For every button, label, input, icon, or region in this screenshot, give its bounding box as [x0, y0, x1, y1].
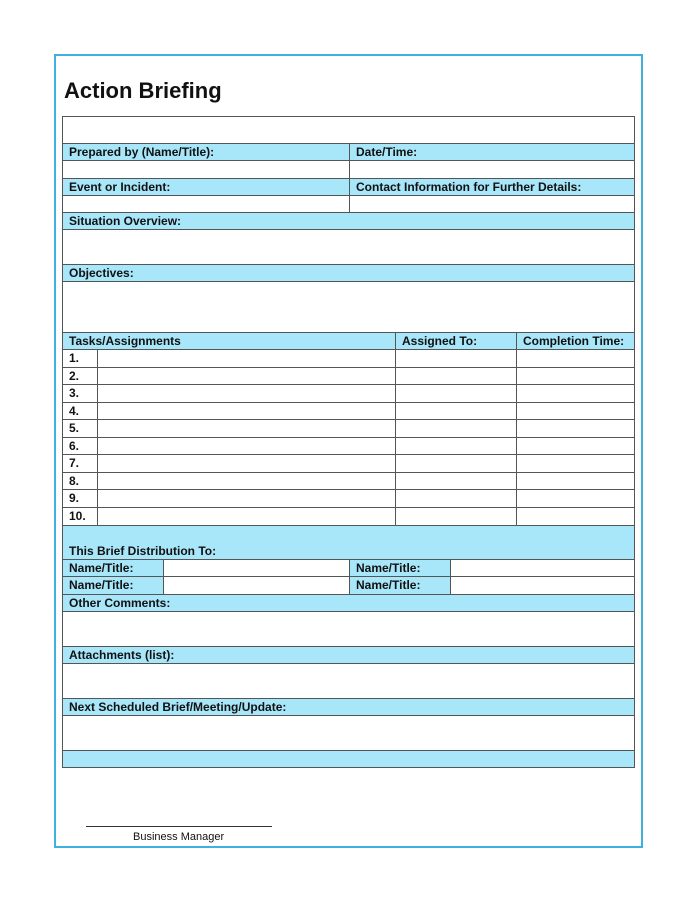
- completion-time-field[interactable]: [516, 455, 634, 472]
- completion-time-field[interactable]: [516, 403, 634, 420]
- task-field[interactable]: [97, 508, 395, 525]
- other-comments-header-row: [62, 595, 635, 612]
- date-time-label: Date/Time:: [349, 144, 634, 160]
- objectives-header-row: [62, 265, 635, 282]
- name-title-field[interactable]: [163, 560, 349, 576]
- task-number: 2.: [63, 368, 97, 385]
- objectives-label: Objectives:: [63, 265, 634, 281]
- name-title-field[interactable]: [163, 577, 349, 594]
- task-row: [62, 385, 635, 403]
- task-number: 9.: [63, 490, 97, 507]
- task-field[interactable]: [97, 385, 395, 402]
- completion-time-label: Completion Time:: [516, 333, 634, 349]
- task-field[interactable]: [97, 473, 395, 490]
- task-number: 8.: [63, 473, 97, 490]
- completion-time-field[interactable]: [516, 438, 634, 455]
- assigned-to-field[interactable]: [395, 420, 516, 437]
- next-brief-field[interactable]: [62, 716, 635, 751]
- task-field[interactable]: [97, 403, 395, 420]
- distribution-header-row: [62, 526, 635, 560]
- task-row: [62, 368, 635, 386]
- completion-time-field[interactable]: [516, 473, 634, 490]
- task-field[interactable]: [97, 420, 395, 437]
- task-row: [62, 455, 635, 473]
- assigned-to-field[interactable]: [395, 403, 516, 420]
- tasks-header-row: [62, 333, 635, 350]
- task-row: [62, 420, 635, 438]
- completion-time-field[interactable]: [516, 368, 634, 385]
- assigned-to-field[interactable]: [395, 490, 516, 507]
- contact-field[interactable]: [349, 196, 634, 212]
- situation-header-row: [62, 213, 635, 230]
- name-title-field[interactable]: [450, 560, 634, 576]
- other-comments-label: Other Comments:: [63, 595, 634, 611]
- footer-bar: [62, 751, 635, 768]
- situation-label: Situation Overview:: [63, 213, 634, 229]
- task-number: 7.: [63, 455, 97, 472]
- next-brief-header-row: [62, 699, 635, 716]
- completion-time-field[interactable]: [516, 420, 634, 437]
- task-field[interactable]: [97, 350, 395, 367]
- tasks-label: Tasks/Assignments: [63, 333, 395, 349]
- task-row: [62, 403, 635, 421]
- contact-label: Contact Information for Further Details:: [349, 179, 634, 195]
- prepared-by-label: Prepared by (Name/Title):: [63, 144, 349, 160]
- task-number: 3.: [63, 385, 97, 402]
- name-title-label: Name/Title:: [63, 560, 163, 576]
- assigned-to-field[interactable]: [395, 473, 516, 490]
- event-field[interactable]: [63, 196, 349, 212]
- attachments-label: Attachments (list):: [63, 647, 634, 663]
- completion-time-field[interactable]: [516, 385, 634, 402]
- assigned-to-field[interactable]: [395, 350, 516, 367]
- event-header-row: [62, 179, 635, 196]
- assigned-to-field[interactable]: [395, 368, 516, 385]
- prepared-by-header-row: [62, 144, 635, 161]
- assigned-to-label: Assigned To:: [395, 333, 516, 349]
- other-comments-field[interactable]: [62, 612, 635, 647]
- task-row: [62, 508, 635, 526]
- assigned-to-field[interactable]: [395, 438, 516, 455]
- prepared-by-field[interactable]: [63, 161, 349, 178]
- task-field[interactable]: [97, 438, 395, 455]
- assigned-to-field[interactable]: [395, 455, 516, 472]
- name-title-label: Name/Title:: [349, 577, 450, 594]
- task-row: [62, 473, 635, 491]
- task-row: [62, 438, 635, 456]
- task-rows: [62, 350, 635, 526]
- task-field[interactable]: [97, 490, 395, 507]
- event-input-row: [62, 196, 635, 213]
- task-number: 6.: [63, 438, 97, 455]
- task-field[interactable]: [97, 368, 395, 385]
- completion-time-field[interactable]: [516, 508, 634, 525]
- top-blank-field[interactable]: [62, 116, 635, 144]
- task-row: [62, 490, 635, 508]
- signature-label: Business Manager: [133, 831, 225, 843]
- task-number: 5.: [63, 420, 97, 437]
- distribution-row-1: [62, 560, 635, 577]
- situation-field[interactable]: [62, 230, 635, 265]
- name-title-label: Name/Title:: [349, 560, 450, 576]
- name-title-field[interactable]: [450, 577, 634, 594]
- task-number: 4.: [63, 403, 97, 420]
- next-brief-label: Next Scheduled Brief/Meeting/Update:: [63, 699, 634, 715]
- task-row: [62, 350, 635, 368]
- page-title: Action Briefing: [64, 78, 222, 103]
- distribution-row-2: [62, 577, 635, 595]
- date-time-field[interactable]: [349, 161, 634, 178]
- attachments-field[interactable]: [62, 664, 635, 699]
- prepared-by-input-row: [62, 161, 635, 179]
- task-number: 1.: [63, 350, 97, 367]
- briefing-form: [62, 116, 635, 768]
- signature-line: [86, 826, 272, 827]
- objectives-field[interactable]: [62, 282, 635, 333]
- event-label: Event or Incident:: [63, 179, 349, 195]
- task-number: 10.: [63, 508, 97, 525]
- assigned-to-field[interactable]: [395, 385, 516, 402]
- task-field[interactable]: [97, 455, 395, 472]
- distribution-label: This Brief Distribution To:: [63, 526, 634, 559]
- assigned-to-field[interactable]: [395, 508, 516, 525]
- attachments-header-row: [62, 647, 635, 664]
- name-title-label: Name/Title:: [63, 577, 163, 594]
- completion-time-field[interactable]: [516, 490, 634, 507]
- completion-time-field[interactable]: [516, 350, 634, 367]
